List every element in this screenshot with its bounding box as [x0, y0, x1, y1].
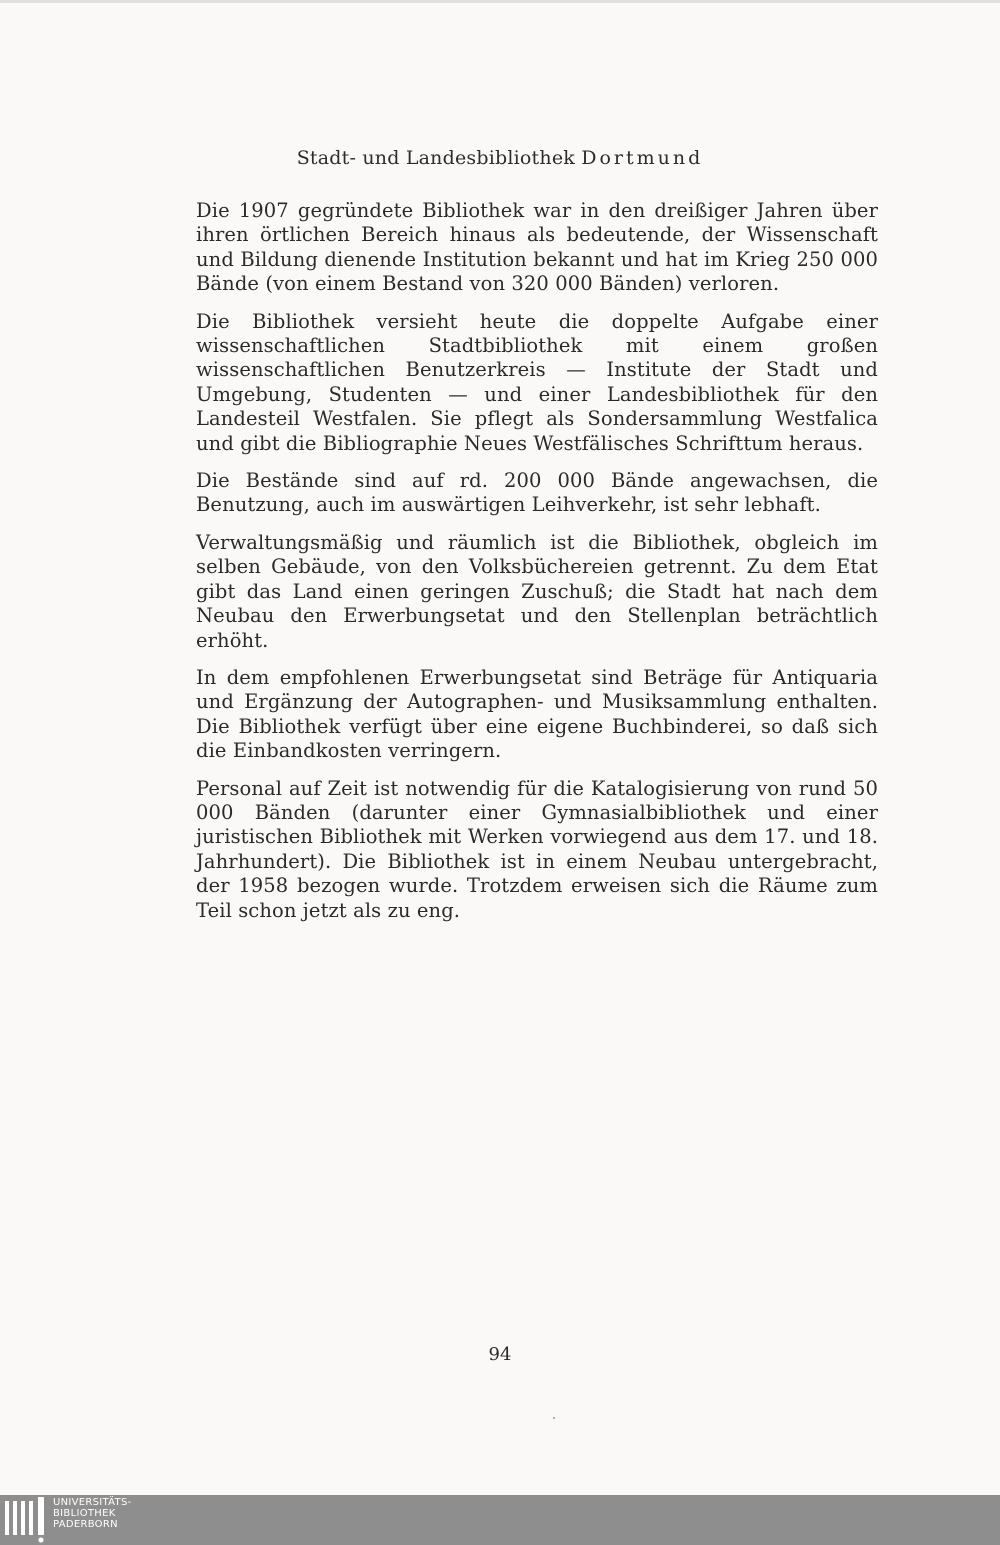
paragraph-5: In dem empfohlenen Erwerbungsetat sind Beträge für Antiquaria und Ergänzung der Autographen- und Musiksammlung enthalten. Die Bibliothek verfügt über eine eigene Buchbinderei, so daß sich die Einbandkosten verringern.: [196, 665, 878, 763]
library-logo-text: [53, 1497, 132, 1530]
page-heading: [0, 147, 1000, 169]
paragraph-2: Die Bibliothek versieht heute die doppelte Aufgabe einer wissenschaftlichen Stadtbibliothek mit einem großen wissenschaftlichen Benutzerkreis — Institute der Stadt und Umgebung, Studenten — und einer Landesbibliothek für den Landesteil Westfalen. Sie pflegt als Sondersammlung Westfalica und gibt die Bibliographie Neues Westfälisches Schrifttum heraus.: [196, 309, 878, 455]
page-top-edge: [0, 0, 1000, 3]
paper-speck: [553, 1417, 555, 1419]
page-number: 94: [488, 1344, 512, 1365]
logo-text-line-2: BIBLIOTHEK: [53, 1508, 116, 1519]
logo-text-line-1: UNIVERSITÄTS-: [53, 1497, 132, 1508]
paragraph-3: Die Bestände sind auf rd. 200 000 Bände angewachsen, die Benutzung, auch im auswärtigen Leihverkehr, ist sehr lebhaft.: [196, 469, 878, 517]
body-text: [196, 199, 878, 936]
paragraph-6: Personal auf Zeit ist notwendig für die Katalogisierung von rund 50 000 Bänden (darunter einer Gymnasialbibliothek und einer juristischen Bibliothek mit Werken vorwiegend aus dem 17. und 18. Jahrhundert). Die Bibliothek ist in einem Neubau untergebracht, der 1958 bezogen wurde. Trotzdem erweisen sich die Räume zum Teil schon jetzt als zu eng.: [196, 776, 878, 922]
paragraph-4: Verwaltungsmäßig und räumlich ist die Bibliothek, obgleich im selben Gebäude, von den Volksbüchereien getrennt. Zu dem Etat gibt das Land einen geringen Zuschuß; die Stadt hat nach dem Neubau den Erwerbungsetat und den Stellenplan beträchtlich erhöht.: [196, 530, 878, 652]
footer-bar: [0, 1495, 1000, 1545]
heading-city: Dortmund: [581, 147, 704, 169]
logo-text-line-3: PADERBORN: [53, 1519, 118, 1530]
library-barcode-logo-icon: [4, 1497, 48, 1543]
heading-prefix: Stadt- und Landesbibliothek: [296, 147, 575, 169]
paragraph-1: Die 1907 gegründete Bibliothek war in den dreißiger Jahren über ihren örtlichen Bereich hinaus als bedeutende, der Wissenschaft und Bildung dienende Institution bekannt und hat im Krieg 250 000 Bände (von einem Bestand von 320 000 Bänden) verloren.: [196, 199, 878, 296]
